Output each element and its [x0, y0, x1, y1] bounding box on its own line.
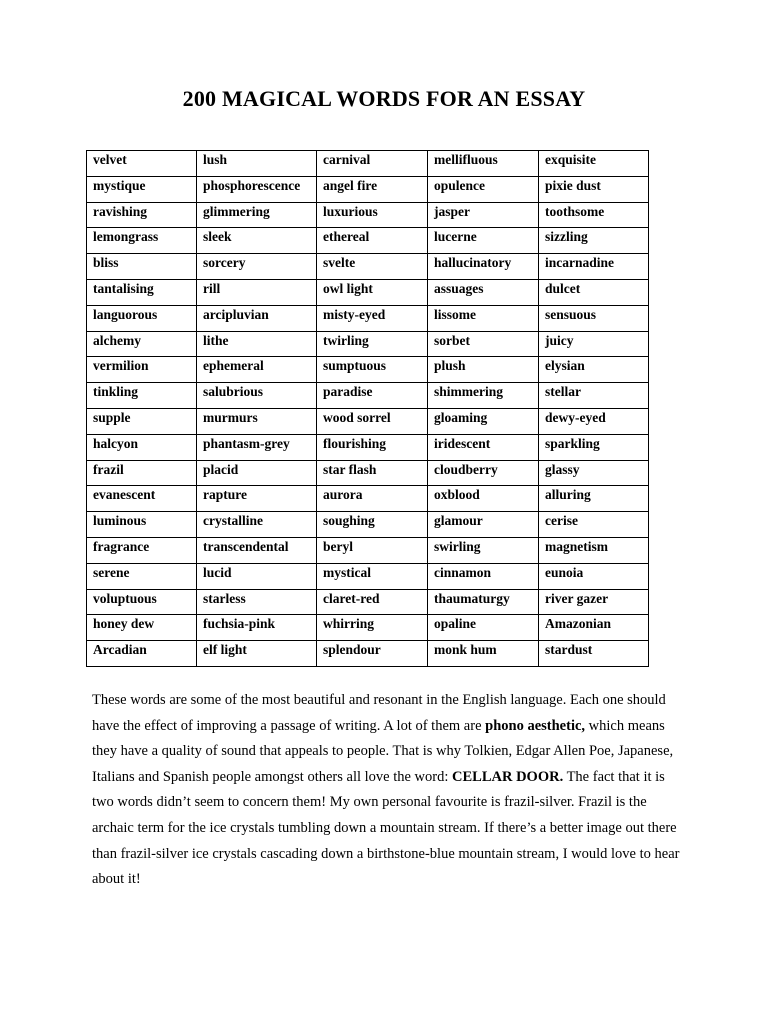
word-cell: gloaming — [428, 408, 539, 434]
table-row — [87, 202, 649, 228]
word-cell: owl light — [317, 279, 428, 305]
word-cell: frazil — [87, 460, 197, 486]
word-cell: splendour — [317, 641, 428, 667]
word-cell: arcipluvian — [197, 305, 317, 331]
table-row — [87, 641, 649, 667]
word-cell: sorbet — [428, 331, 539, 357]
word-cell: evanescent — [87, 486, 197, 512]
word-cell: flourishing — [317, 434, 428, 460]
word-cell: bliss — [87, 254, 197, 280]
word-cell: exquisite — [539, 151, 649, 177]
word-cell: supple — [87, 408, 197, 434]
word-cell: stardust — [539, 641, 649, 667]
word-cell: mystique — [87, 176, 197, 202]
word-cell: vermilion — [87, 357, 197, 383]
word-cell: crystalline — [197, 512, 317, 538]
word-cell: lithe — [197, 331, 317, 357]
word-cell: lucerne — [428, 228, 539, 254]
word-cell: luxurious — [317, 202, 428, 228]
word-cell: transcendental — [197, 537, 317, 563]
table-row — [87, 589, 649, 615]
word-cell: juicy — [539, 331, 649, 357]
word-cell: aurora — [317, 486, 428, 512]
paragraph-bold-cellar-door: CELLAR DOOR. — [452, 768, 564, 785]
word-cell: soughing — [317, 512, 428, 538]
word-cell: ephemeral — [197, 357, 317, 383]
table-row — [87, 151, 649, 177]
table-row — [87, 228, 649, 254]
word-cell: iridescent — [428, 434, 539, 460]
word-cell: river gazer — [539, 589, 649, 615]
word-cell: dulcet — [539, 279, 649, 305]
word-cell: jasper — [428, 202, 539, 228]
table-row — [87, 460, 649, 486]
table-row — [87, 305, 649, 331]
word-cell: elf light — [197, 641, 317, 667]
word-cell: placid — [197, 460, 317, 486]
table-row — [87, 383, 649, 409]
table-row — [87, 615, 649, 641]
word-cell: claret-red — [317, 589, 428, 615]
word-cell: starless — [197, 589, 317, 615]
paragraph-text-2: which means they have a quality of sound that appeals to people. That is why Tolkien, Edgar Allen Poe, Japanese, Italians and Spanish people amongst others all love the word: — [92, 717, 674, 785]
word-cell: elysian — [539, 357, 649, 383]
word-cell: mystical — [317, 563, 428, 589]
word-cell: rill — [197, 279, 317, 305]
word-cell: sumptuous — [317, 357, 428, 383]
word-cell: sparkling — [539, 434, 649, 460]
word-table-body — [87, 151, 649, 667]
word-cell: phantasm-grey — [197, 434, 317, 460]
word-cell: assuages — [428, 279, 539, 305]
word-cell: alchemy — [87, 331, 197, 357]
page-title: 200 MAGICAL WORDS FOR AN ESSAY — [182, 86, 586, 111]
word-cell: paradise — [317, 383, 428, 409]
paragraph-text-1: These words are some of the most beautiful and resonant in the English language. Each one should have the effect of improving a passage of writing. A lot of them are — [92, 692, 666, 734]
table-row — [87, 512, 649, 538]
word-cell: lucid — [197, 563, 317, 589]
word-cell: sensuous — [539, 305, 649, 331]
table-row — [87, 254, 649, 280]
table-row — [87, 176, 649, 202]
table-row — [87, 408, 649, 434]
word-cell: twirling — [317, 331, 428, 357]
table-row — [87, 486, 649, 512]
paragraph-bold-phono-aesthetic: phono aesthetic, — [485, 717, 586, 734]
word-cell: thaumaturgy — [428, 589, 539, 615]
word-cell: tantalising — [87, 279, 197, 305]
body-paragraph — [92, 688, 684, 893]
word-cell: stellar — [539, 383, 649, 409]
paragraph-text-3: The fact that it is two words didn’t seem to concern them! My own personal favourite is frazil-silver. Frazil is the archaic term for the ice crystals tumbling down a mountain stream. If there’s a better image out there than frazil-silver ice crystals cascading down a birthstone-blue mountain stream, I would love to hear about it! — [92, 768, 680, 888]
word-cell: fuchsia-pink — [197, 615, 317, 641]
word-cell: opulence — [428, 176, 539, 202]
word-cell: star flash — [317, 460, 428, 486]
word-cell: ravishing — [87, 202, 197, 228]
word-cell: voluptuous — [87, 589, 197, 615]
word-cell: tinkling — [87, 383, 197, 409]
word-cell: serene — [87, 563, 197, 589]
word-cell: phosphorescence — [197, 176, 317, 202]
word-cell: sorcery — [197, 254, 317, 280]
word-cell: ethereal — [317, 228, 428, 254]
word-cell: fragrance — [87, 537, 197, 563]
word-cell: whirring — [317, 615, 428, 641]
table-row — [87, 563, 649, 589]
word-cell: incarnadine — [539, 254, 649, 280]
word-cell: toothsome — [539, 202, 649, 228]
word-cell: cerise — [539, 512, 649, 538]
word-cell: eunoia — [539, 563, 649, 589]
table-row — [87, 434, 649, 460]
word-cell: swirling — [428, 537, 539, 563]
word-cell: Arcadian — [87, 641, 197, 667]
word-cell: opaline — [428, 615, 539, 641]
word-cell: monk hum — [428, 641, 539, 667]
word-cell: lemongrass — [87, 228, 197, 254]
word-cell: cloudberry — [428, 460, 539, 486]
word-cell: magnetism — [539, 537, 649, 563]
table-row — [87, 279, 649, 305]
word-cell: pixie dust — [539, 176, 649, 202]
word-cell: svelte — [317, 254, 428, 280]
word-cell: alluring — [539, 486, 649, 512]
table-row — [87, 331, 649, 357]
word-cell: glimmering — [197, 202, 317, 228]
word-cell: mellifluous — [428, 151, 539, 177]
word-cell: misty-eyed — [317, 305, 428, 331]
word-cell: plush — [428, 357, 539, 383]
word-cell: Amazonian — [539, 615, 649, 641]
word-cell: shimmering — [428, 383, 539, 409]
word-cell: halcyon — [87, 434, 197, 460]
word-cell: oxblood — [428, 486, 539, 512]
word-cell: honey dew — [87, 615, 197, 641]
word-cell: rapture — [197, 486, 317, 512]
word-cell: lissome — [428, 305, 539, 331]
word-cell: beryl — [317, 537, 428, 563]
word-cell: glassy — [539, 460, 649, 486]
word-table — [86, 150, 649, 667]
word-cell: glamour — [428, 512, 539, 538]
word-cell: lush — [197, 151, 317, 177]
word-cell: languorous — [87, 305, 197, 331]
word-cell: carnival — [317, 151, 428, 177]
word-cell: cinnamon — [428, 563, 539, 589]
word-cell: hallucinatory — [428, 254, 539, 280]
word-cell: dewy-eyed — [539, 408, 649, 434]
word-cell: salubrious — [197, 383, 317, 409]
word-cell: velvet — [87, 151, 197, 177]
word-cell: murmurs — [197, 408, 317, 434]
word-cell: sleek — [197, 228, 317, 254]
word-cell: luminous — [87, 512, 197, 538]
word-cell: wood sorrel — [317, 408, 428, 434]
table-row — [87, 537, 649, 563]
table-row — [87, 357, 649, 383]
word-cell: sizzling — [539, 228, 649, 254]
word-cell: angel fire — [317, 176, 428, 202]
